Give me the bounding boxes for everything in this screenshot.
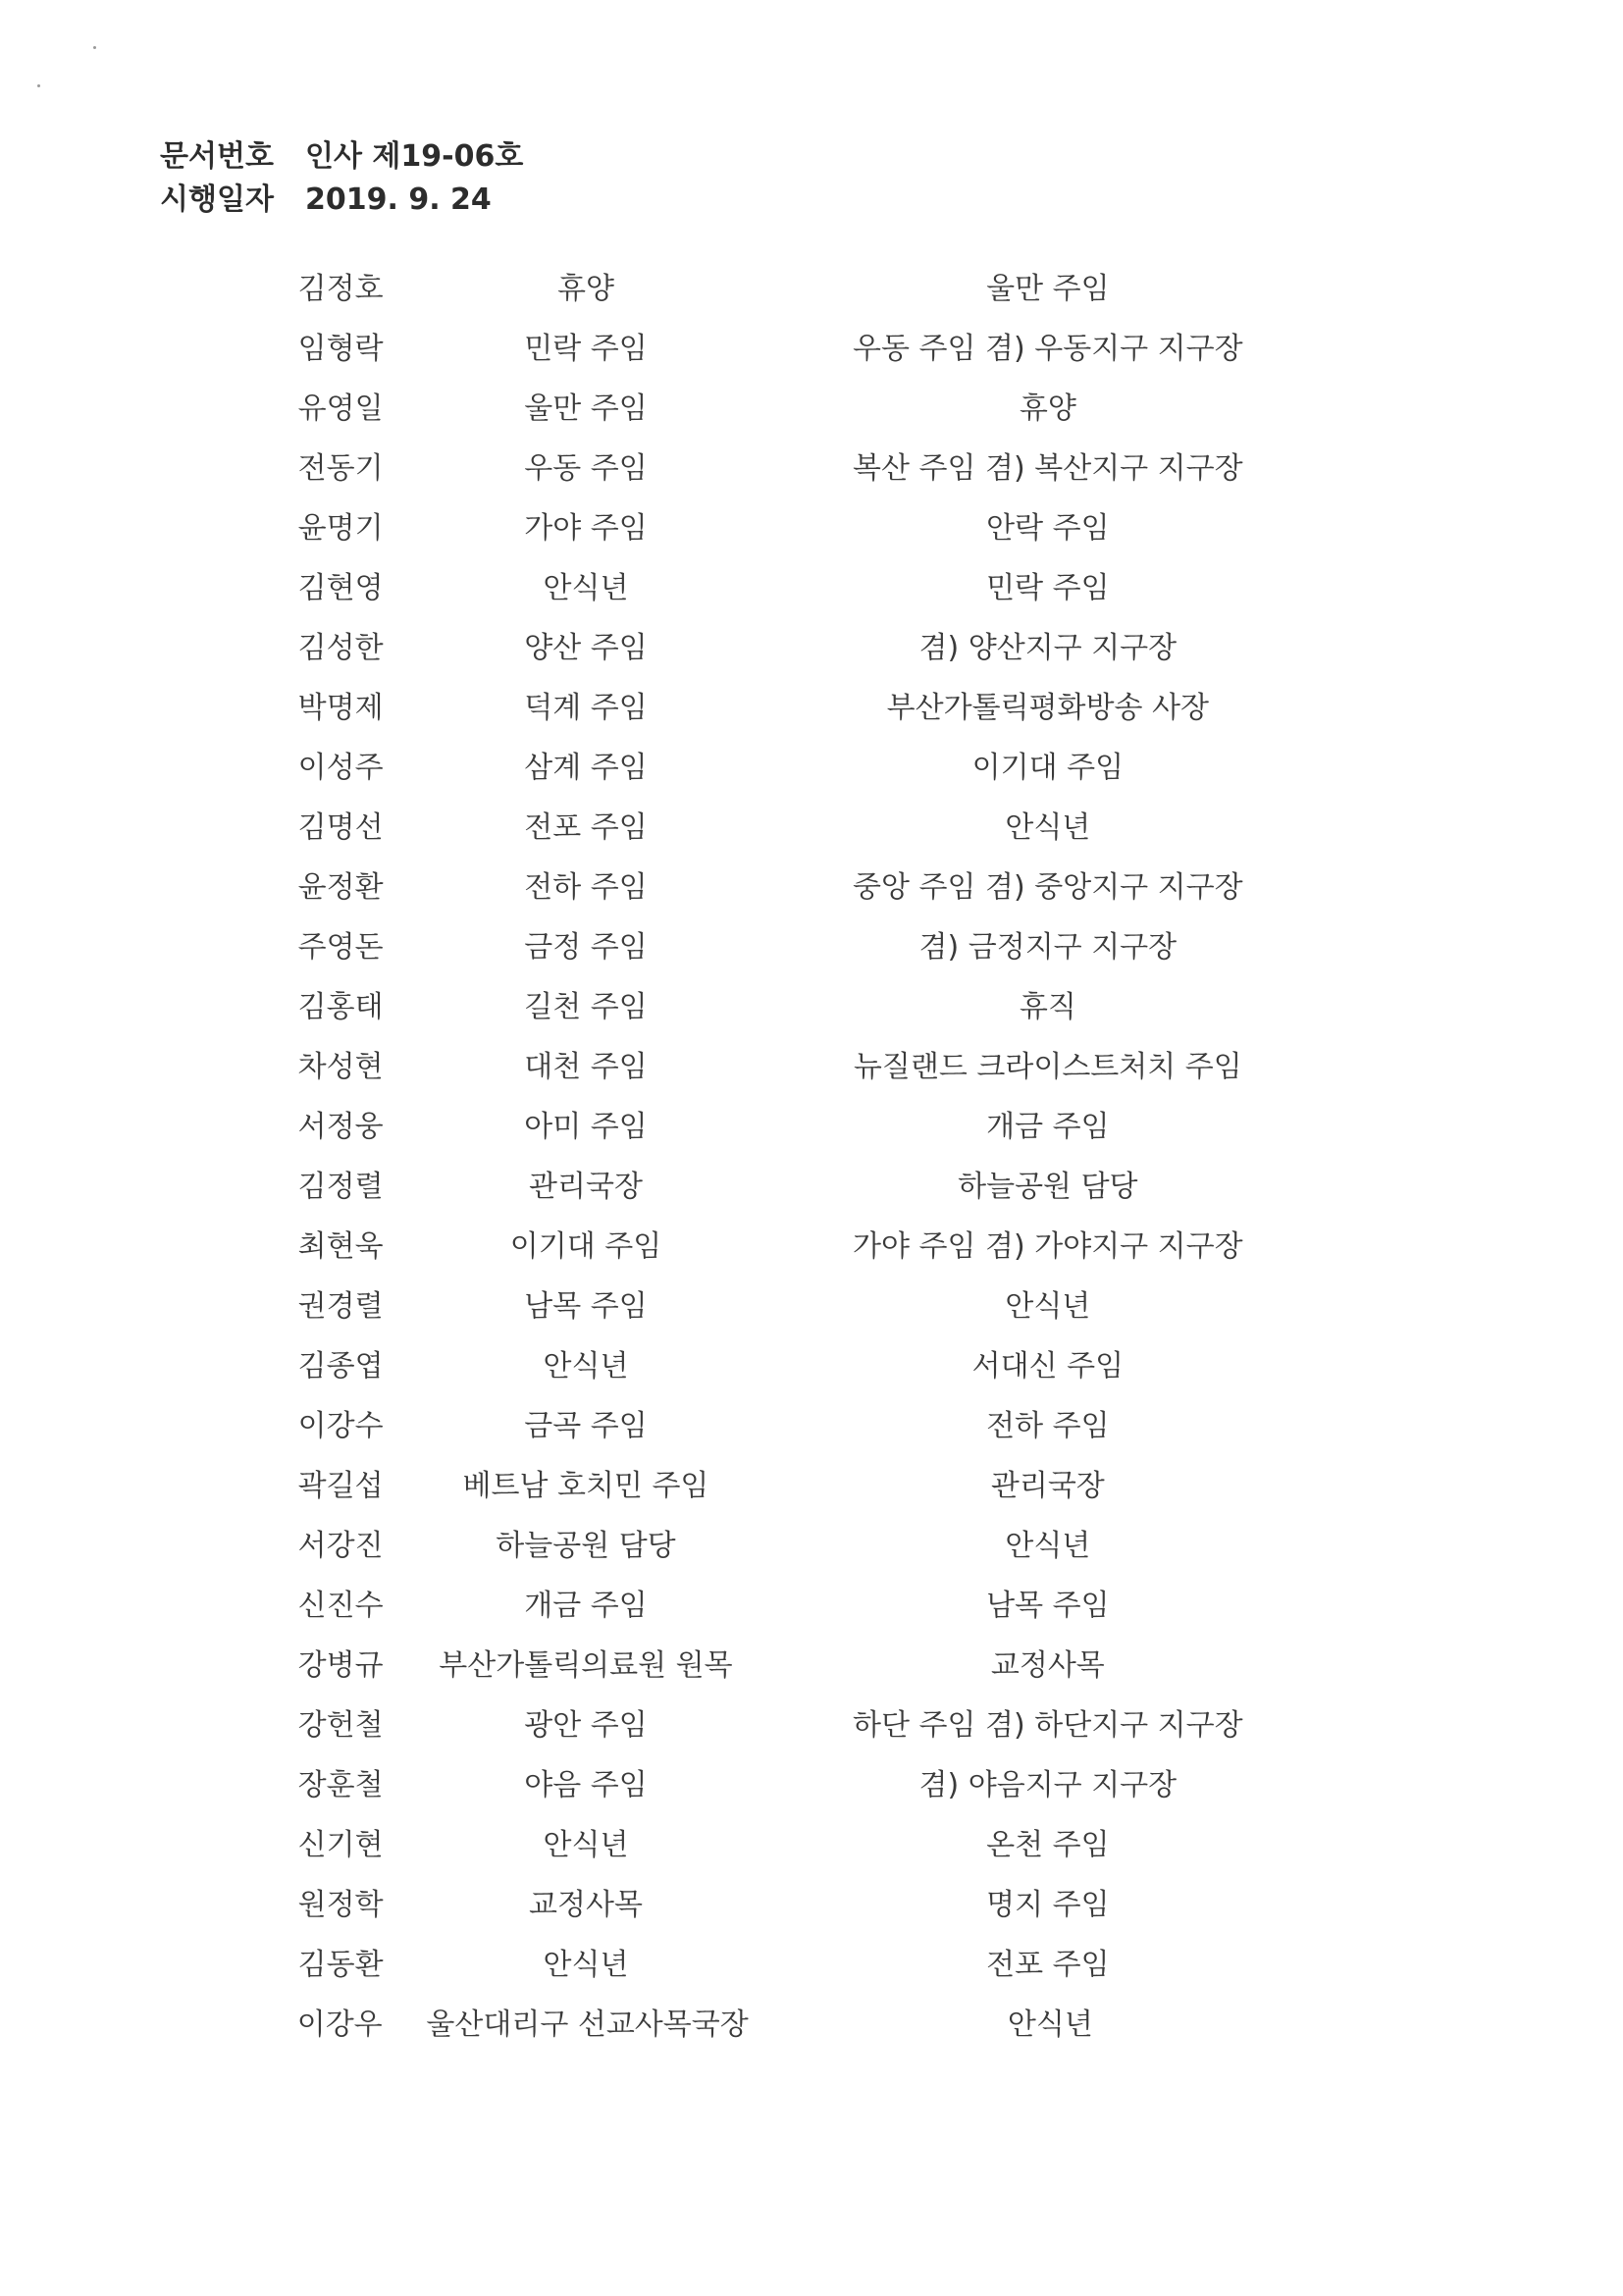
table-row — [236, 1033, 1335, 1093]
table-row — [236, 1332, 1335, 1392]
person-name: 임형락 — [297, 331, 384, 366]
new-position: 안락 주임 — [986, 510, 1110, 546]
person-name: 김동환 — [297, 1947, 384, 1982]
person-name: 권경렬 — [297, 1288, 384, 1324]
person-name: 김성한 — [297, 630, 384, 665]
new-position: 우동 주임 겸) 우동지구 지구장 — [853, 331, 1243, 366]
previous-position: 부산가톨릭의료원 원목 — [439, 1647, 733, 1683]
new-position: 개금 주임 — [986, 1109, 1110, 1144]
scan-speck — [37, 84, 40, 87]
person-name: 강병규 — [297, 1647, 384, 1683]
previous-position: 금정 주임 — [524, 929, 648, 965]
person-name: 서강진 — [297, 1528, 384, 1563]
previous-position: 안식년 — [543, 1947, 629, 1982]
person-name: 이성주 — [297, 750, 384, 785]
new-position: 겸) 금정지구 지구장 — [918, 929, 1178, 965]
doc-number-label: 문서번호 — [160, 139, 274, 174]
person-name: 이강우 — [296, 2007, 383, 2042]
new-position: 관리국장 — [990, 1468, 1105, 1503]
previous-position: 하늘공원 담당 — [496, 1528, 676, 1563]
table-row — [236, 1213, 1335, 1273]
table-row — [236, 435, 1335, 495]
new-position: 교정사목 — [990, 1647, 1105, 1683]
person-name: 김정호 — [297, 271, 384, 306]
table-row — [236, 1153, 1335, 1213]
person-name: 김명선 — [297, 809, 384, 845]
person-name: 김정렬 — [297, 1169, 384, 1204]
new-position: 안식년 — [1005, 1528, 1091, 1563]
previous-position: 안식년 — [543, 1348, 629, 1383]
table-row — [236, 1871, 1335, 1931]
table-row — [236, 495, 1335, 554]
previous-position: 덕계 주임 — [524, 690, 648, 725]
previous-position: 대천 주임 — [524, 1049, 648, 1084]
new-position: 전하 주임 — [986, 1408, 1110, 1443]
new-position: 명지 주임 — [986, 1887, 1110, 1922]
doc-number-row — [160, 135, 523, 179]
new-position: 안식년 — [1007, 2007, 1093, 2042]
table-row — [236, 554, 1335, 614]
person-name: 장훈철 — [297, 1767, 384, 1802]
table-row — [236, 1392, 1335, 1452]
table-row — [236, 913, 1335, 973]
person-name: 서정웅 — [297, 1109, 384, 1144]
doc-number-value: 인사 제19-06호 — [305, 139, 524, 174]
new-position: 중앙 주임 겸) 중앙지구 지구장 — [853, 869, 1243, 905]
table-row — [236, 1632, 1335, 1692]
person-name: 김현영 — [297, 570, 384, 605]
new-position: 가야 주임 겸) 가야지구 지구장 — [853, 1228, 1243, 1264]
table-row — [236, 315, 1335, 375]
person-name: 강헌철 — [297, 1707, 384, 1743]
previous-position: 우동 주임 — [524, 450, 648, 486]
previous-position: 교정사목 — [529, 1887, 643, 1922]
previous-position: 남목 주임 — [524, 1288, 648, 1324]
table-row — [236, 1931, 1335, 1991]
new-position: 겸) 양산지구 지구장 — [918, 630, 1178, 665]
previous-position: 야음 주임 — [524, 1767, 648, 1802]
table-row — [236, 973, 1335, 1033]
person-name: 윤정환 — [297, 869, 384, 905]
person-name: 신기현 — [297, 1827, 384, 1862]
person-name: 주영돈 — [297, 929, 384, 965]
new-position: 안식년 — [1005, 1288, 1091, 1324]
table-row — [236, 794, 1335, 854]
new-position: 휴양 — [1019, 391, 1076, 426]
previous-position: 울만 주임 — [524, 391, 648, 426]
date-value: 2019. 9. 24 — [305, 183, 492, 217]
date-label: 시행일자 — [160, 183, 274, 217]
previous-position: 아미 주임 — [524, 1109, 648, 1144]
table-row — [236, 255, 1335, 315]
person-name: 차성현 — [297, 1049, 384, 1084]
previous-position: 안식년 — [543, 570, 629, 605]
table-row — [236, 1751, 1335, 1811]
previous-position: 양산 주임 — [524, 630, 648, 665]
person-name: 전동기 — [297, 450, 384, 486]
previous-position: 안식년 — [543, 1827, 629, 1862]
new-position: 뉴질랜드 크라이스트처치 주임 — [853, 1049, 1242, 1084]
new-position: 휴직 — [1019, 989, 1076, 1024]
previous-position: 삼계 주임 — [524, 750, 648, 785]
table-row — [236, 375, 1335, 435]
appointments-table — [236, 255, 1335, 2051]
table-row — [236, 1991, 1335, 2051]
new-position: 하늘공원 담당 — [958, 1169, 1138, 1204]
person-name: 곽길섭 — [297, 1468, 384, 1503]
previous-position: 가야 주임 — [524, 510, 648, 546]
new-position: 복산 주임 겸) 복산지구 지구장 — [853, 450, 1243, 486]
person-name: 윤명기 — [297, 510, 384, 546]
table-row — [236, 614, 1335, 674]
table-row — [236, 1093, 1335, 1153]
date-row — [160, 179, 523, 222]
table-row — [236, 1452, 1335, 1512]
new-position: 민락 주임 — [986, 570, 1110, 605]
previous-position: 베트남 호치민 주임 — [462, 1468, 709, 1503]
new-position: 울만 주임 — [986, 271, 1110, 306]
scan-speck — [93, 46, 96, 49]
person-name: 최현욱 — [297, 1228, 384, 1264]
person-name: 유영일 — [297, 391, 384, 426]
table-row — [236, 674, 1335, 734]
previous-position: 이기대 주임 — [509, 1228, 662, 1264]
new-position: 하단 주임 겸) 하단지구 지구장 — [853, 1707, 1243, 1743]
new-position: 부산가톨릭평화방송 사장 — [886, 690, 1209, 725]
document-header — [160, 135, 523, 222]
person-name: 김홍태 — [297, 989, 384, 1024]
table-row — [236, 1811, 1335, 1871]
table-row — [236, 854, 1335, 913]
new-position: 서대신 주임 — [971, 1348, 1125, 1383]
previous-position: 개금 주임 — [524, 1588, 648, 1623]
table-row — [236, 1273, 1335, 1332]
previous-position: 금곡 주임 — [524, 1408, 648, 1443]
person-name: 이강수 — [297, 1408, 384, 1443]
person-name: 원정학 — [297, 1887, 384, 1922]
previous-position: 울산대리구 선교사목국장 — [426, 2007, 749, 2042]
table-row — [236, 1692, 1335, 1751]
previous-position: 길천 주임 — [524, 989, 648, 1024]
table-row — [236, 1512, 1335, 1572]
previous-position: 전포 주임 — [524, 809, 648, 845]
new-position: 온천 주임 — [986, 1827, 1110, 1862]
table-row — [236, 1572, 1335, 1632]
new-position: 남목 주임 — [986, 1588, 1110, 1623]
new-position: 이기대 주임 — [971, 750, 1125, 785]
previous-position: 관리국장 — [529, 1169, 643, 1204]
new-position: 전포 주임 — [986, 1947, 1110, 1982]
new-position: 겸) 야음지구 지구장 — [918, 1767, 1178, 1802]
person-name: 박명제 — [297, 690, 384, 725]
table-row — [236, 734, 1335, 794]
previous-position: 광안 주임 — [524, 1707, 648, 1743]
previous-position: 민락 주임 — [524, 331, 648, 366]
previous-position: 휴양 — [556, 271, 614, 306]
person-name: 신진수 — [297, 1588, 384, 1623]
new-position: 안식년 — [1005, 809, 1091, 845]
person-name: 김종엽 — [297, 1348, 384, 1383]
previous-position: 전하 주임 — [524, 869, 648, 905]
